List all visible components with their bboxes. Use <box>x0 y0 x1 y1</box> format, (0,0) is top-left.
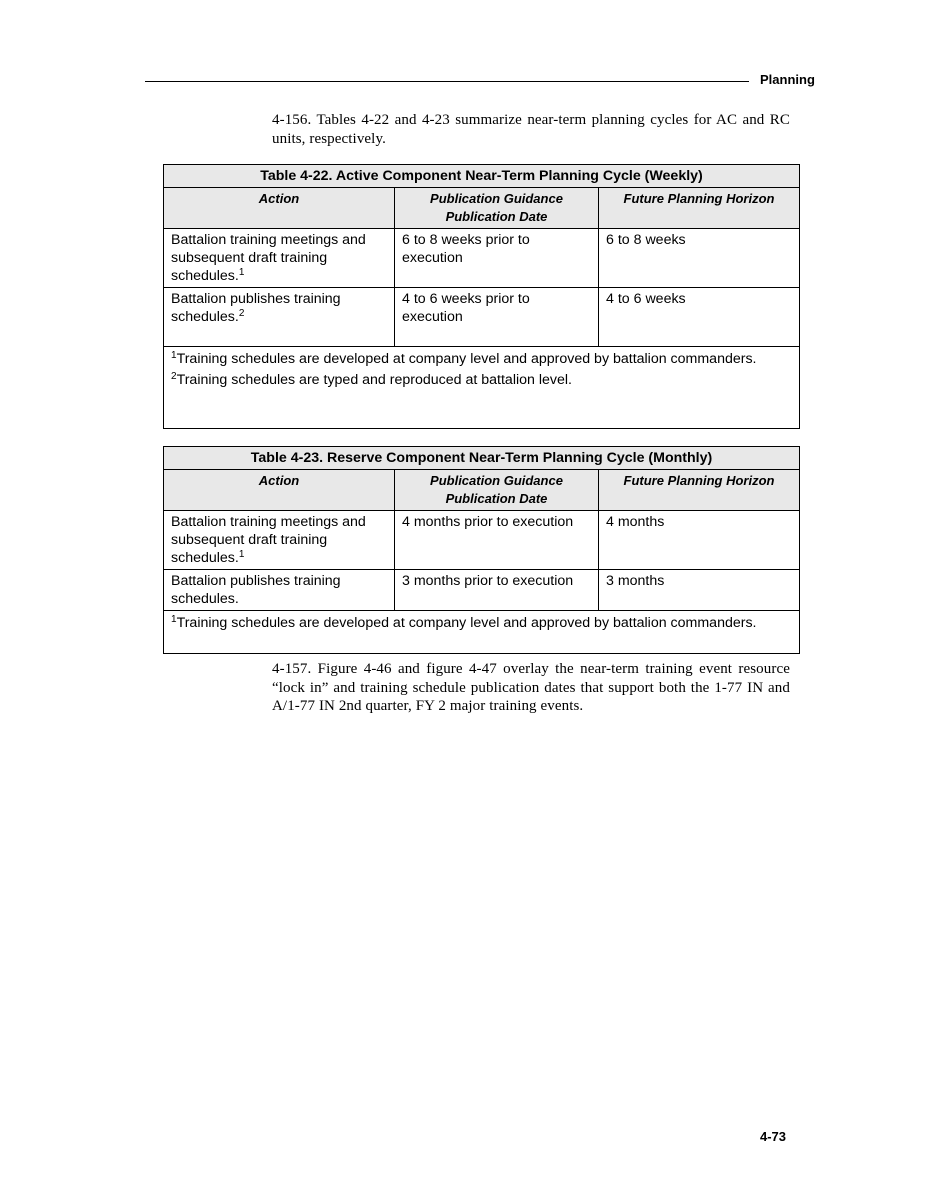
table-row <box>164 570 800 611</box>
footnote: $^1$Training schedules are developed at company level and approved by battalion commanders. <box>171 350 757 367</box>
column-header-action: Action <box>164 470 395 511</box>
table-notes-row <box>164 611 800 654</box>
footnote-ref: 1 <box>238 549 245 560</box>
table-row <box>164 229 800 288</box>
planning-horizon-cell: 4 to 6 weeks <box>599 288 800 347</box>
publication-date-cell: 3 months prior to execution <box>395 570 599 611</box>
column-header-publication-date: Publication Guidance Publication Date <box>395 188 599 229</box>
column-header-planning-horizon: Future Planning Horizon <box>599 188 800 229</box>
planning-horizon-cell: 6 to 8 weeks <box>599 229 800 288</box>
paragraph-4-157: 4-157. Figure 4-46 and figure 4-47 overlay the near-term training event resource “lock in” and training schedule publication dates that support both the 1-77 IN and A/1-77 IN 2nd quarter, FY 2 major training events. <box>272 661 790 714</box>
table-title: Table 4-23. Reserve Component Near-Term Planning Cycle (Monthly) <box>164 447 800 470</box>
table-title: Table 4-22. Active Component Near-Term Planning Cycle (Weekly) <box>164 165 800 188</box>
planning-horizon-cell: 3 months <box>599 570 800 611</box>
footnote: $^2$Training schedules are typed and reproduced at battalion level. <box>171 371 572 388</box>
publication-date-cell: 4 months prior to execution <box>395 511 599 570</box>
table-notes <box>164 611 800 654</box>
column-header-planning-horizon: Future Planning Horizon <box>599 470 800 511</box>
publication-date-cell: 6 to 8 weeks prior to execution <box>395 229 599 288</box>
footnote-ref: 1 <box>238 267 245 278</box>
table-notes-row <box>164 347 800 429</box>
table-4-23 <box>163 446 800 654</box>
table-4-22 <box>163 164 800 429</box>
footnote-ref: 2 <box>238 308 245 319</box>
action-cell: Battalion publishes training schedules. <box>164 570 395 611</box>
page-number: 4-73 <box>760 1129 787 1144</box>
planning-horizon-cell: 4 months <box>599 511 800 570</box>
footnote: $^1$Training schedules are developed at company level and approved by battalion commanders. <box>171 614 757 631</box>
running-header: Planning <box>760 72 815 87</box>
publication-date-cell: 4 to 6 weeks prior to execution <box>395 288 599 347</box>
paragraph-4-156: 4-156. Tables 4-22 and 4-23 summarize near-term planning cycles for AC and RC units, respectively. <box>272 112 790 147</box>
table-row <box>164 288 800 347</box>
action-cell: Battalion training meetings and subsequent draft training schedules.$^1$ <box>164 511 395 570</box>
header-rule <box>145 81 749 82</box>
action-cell: Battalion training meetings and subsequent draft training schedules.$^1$ <box>164 229 395 288</box>
table-notes <box>164 347 800 429</box>
column-header-publication-date: Publication Guidance Publication Date <box>395 470 599 511</box>
action-cell: Battalion publishes training schedules.$^2$ <box>164 288 395 347</box>
table-row <box>164 511 800 570</box>
column-header-action: Action <box>164 188 395 229</box>
